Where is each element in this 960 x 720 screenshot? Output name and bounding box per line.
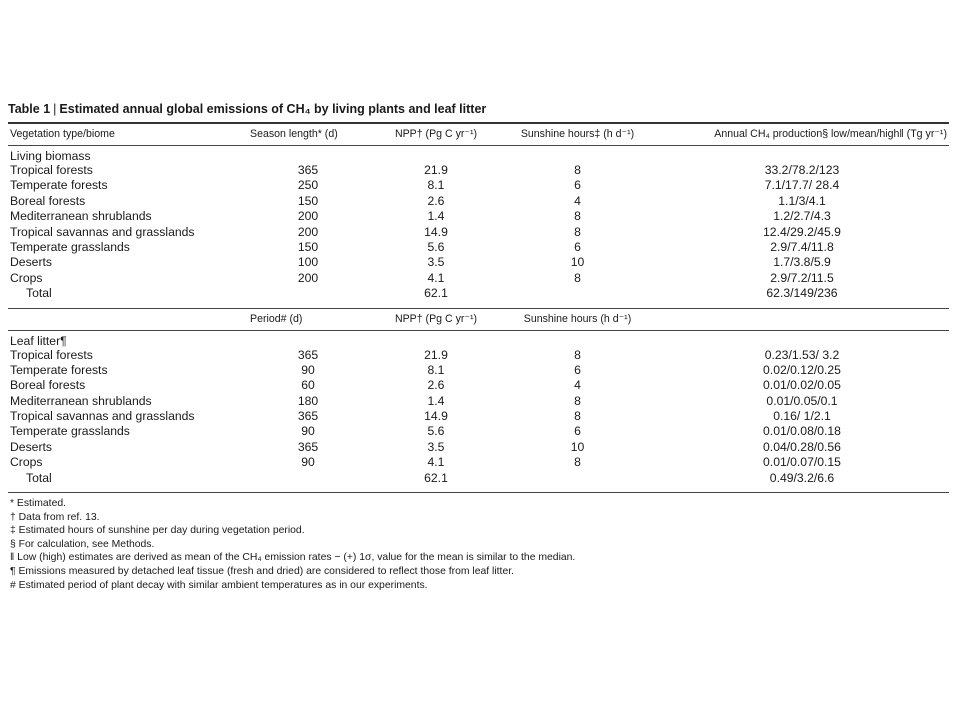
table-cell: 0.01/0.05/0.1 [766, 393, 838, 408]
table-cell: 8 [574, 163, 581, 177]
table-cell: Boreal forests [10, 193, 86, 208]
table-cell: Tropical forests [10, 347, 93, 362]
section-title: Living biomass [10, 149, 91, 163]
footnotes [8, 497, 949, 592]
table-cell: 365 [297, 347, 319, 362]
table-cell: 4.1 [427, 270, 445, 285]
section-title: Leaf litter¶ [10, 333, 67, 348]
header-cell: NPP† (Pg C yr⁻¹) [394, 128, 478, 140]
footnote: ‖ Low (high) estimates are derived as mean of the CH₄ emission rates − (+) 1σ, value for the mean is similar to the median. [10, 552, 576, 564]
table-cell: 180 [297, 393, 319, 408]
table-row [8, 194, 949, 209]
table-cell: 150 [297, 239, 319, 254]
table-cell: 150 [297, 193, 319, 208]
table-cell: 4 [574, 193, 581, 208]
table-cell: 365 [297, 439, 319, 454]
table-cell: 2.9/7.4/11.8 [770, 239, 834, 254]
total-row [8, 286, 949, 301]
table-cell: Temperate grasslands [10, 424, 130, 439]
table-cell: 200 [297, 209, 319, 224]
table-cell: 62.1 [424, 470, 448, 485]
table-cell: 4.1 [427, 455, 445, 470]
table-cell: Deserts [10, 439, 52, 454]
table-cell: 6 [574, 239, 581, 254]
header-cell: Sunshine hours‡ (h d⁻¹) [520, 128, 635, 140]
table-cell: 1.1/3/4.1 [778, 193, 826, 208]
header-cell [8, 309, 244, 330]
table-cell: Deserts [10, 255, 52, 270]
data-table [8, 100, 949, 592]
table-row [8, 209, 949, 224]
table-cell: 365 [297, 163, 319, 177]
table-cell: 4 [574, 378, 581, 393]
table-cell: Temperate forests [10, 178, 108, 193]
header-cell: Annual CH₄ production§ low/mean/high‖ (Tg yr⁻¹) [714, 128, 947, 140]
table-cell: 2.6 [427, 193, 445, 208]
header-row-living [8, 124, 949, 145]
table-cell [244, 471, 372, 486]
table-cell: 0.01/0.02/0.05 [763, 378, 841, 393]
table-cell: 8 [574, 409, 581, 424]
table-row [8, 225, 949, 240]
table-label: Table 1 [8, 102, 51, 116]
table-cell: 0.04/0.28/0.56 [763, 439, 841, 454]
table-cell: Temperate forests [10, 362, 108, 377]
table-cell: 90 [301, 362, 315, 377]
table-cell [500, 471, 655, 486]
table-title: Estimated annual global emissions of CH₄ by living plants and leaf litter [59, 102, 487, 116]
table-cell [244, 286, 372, 301]
table-row [8, 394, 949, 409]
table-cell: 365 [297, 409, 319, 424]
footnote: # Estimated period of plant decay with similar ambient temperatures as in our experiments. [10, 579, 428, 591]
table-cell: 1.4 [427, 393, 445, 408]
table-cell: 8 [574, 209, 581, 224]
table-cell: 3.5 [427, 439, 445, 454]
table-cell: 21.9 [424, 347, 448, 362]
table-cell: 60 [301, 378, 315, 393]
header-cell: Sunshine hours (h d⁻¹) [523, 312, 632, 325]
table-cell: Total [26, 286, 52, 301]
footnote: § For calculation, see Methods. [10, 538, 155, 550]
caption-separator: | [53, 102, 57, 116]
table-cell: 62.3/149/236 [766, 286, 838, 301]
table-cell: 1.2/2.7/4.3 [773, 209, 831, 224]
table-row [8, 424, 949, 439]
table-cell: Tropical savannas and grasslands [10, 224, 195, 239]
header-cell [655, 309, 949, 330]
table-row [8, 271, 949, 286]
table-cell: 6 [574, 178, 581, 193]
table-cell: 62.1 [424, 286, 448, 301]
table-cell: 8.1 [427, 178, 445, 193]
table-cell: 0.23/1.53/ 3.2 [764, 347, 840, 362]
table-cell: 0.01/0.08/0.18 [763, 424, 841, 439]
footnote: * Estimated. [10, 498, 67, 510]
table-row [8, 455, 949, 470]
table-cell: 10 [570, 255, 585, 270]
table-caption [8, 100, 949, 118]
table-cell: 200 [297, 224, 319, 239]
table-cell: 12.4/29.2/45.9 [763, 224, 841, 239]
table-row [8, 378, 949, 393]
table-row [8, 255, 949, 270]
table-cell: 90 [301, 455, 315, 470]
table-row [8, 163, 949, 178]
litter-body [8, 348, 949, 487]
table-cell: Crops [10, 270, 43, 285]
table-cell: 8 [574, 224, 581, 239]
table-row [8, 440, 949, 455]
table-cell: 5.6 [427, 239, 445, 254]
footnote: † Data from ref. 13. [10, 511, 100, 523]
table-cell: 200 [297, 270, 319, 285]
living-body [8, 163, 949, 302]
table-cell: 0.02/0.12/0.25 [763, 362, 841, 377]
table-cell: 0.16/ 1/2.1 [773, 409, 831, 424]
table-cell: 0.49/3.2/6.6 [769, 470, 835, 485]
table-cell: 90 [301, 424, 315, 439]
footnote: ¶ Emissions measured by detached leaf tissue (fresh and dried) are considered to reflect those from leaf litter. [10, 566, 515, 577]
table-cell: 2.9/7.2/11.5 [770, 270, 834, 285]
table-cell: 250 [297, 178, 319, 193]
table-cell: 14.9 [424, 409, 448, 424]
table-cell: 8 [574, 455, 581, 470]
table-cell: 5.6 [427, 424, 445, 439]
header-row-litter [8, 309, 949, 330]
header-cell: Season length* (d) [250, 128, 338, 140]
table-cell: Mediterranean shrublands [10, 209, 152, 224]
table-cell: Mediterranean shrublands [10, 393, 152, 408]
table-cell: Temperate grasslands [10, 239, 130, 254]
table-cell: 3.5 [427, 255, 445, 270]
table-cell: 8 [574, 270, 581, 285]
footnote: ‡ Estimated hours of sunshine per day during vegetation period. [10, 525, 305, 537]
section-title-living [8, 146, 949, 163]
total-row [8, 471, 949, 486]
table-cell: 2.6 [427, 378, 445, 393]
header-cell: NPP† (Pg C yr⁻¹) [394, 312, 478, 325]
table-cell: 6 [574, 362, 581, 377]
table-row [8, 363, 949, 378]
table-cell: 100 [297, 255, 319, 270]
table-row [8, 348, 949, 363]
table-cell: 14.9 [424, 224, 448, 239]
table-cell: Total [26, 470, 52, 485]
table-cell: 10 [570, 439, 585, 454]
bottom-rule [8, 492, 949, 493]
table-cell: Boreal forests [10, 378, 86, 393]
header-cell: Vegetation type/biome [10, 128, 115, 140]
section-title-litter [8, 331, 949, 348]
table-row [8, 409, 949, 424]
table-row [8, 178, 949, 193]
table-cell [500, 286, 655, 301]
table-cell: 33.2/78.2/123 [764, 163, 840, 177]
table-cell: 1.7/3.8/5.9 [773, 255, 831, 270]
table-cell: Tropical forests [10, 163, 93, 177]
table-cell: 0.01/0.07/0.15 [763, 455, 841, 470]
table-row [8, 240, 949, 255]
header-cell: Period# (d) [250, 312, 303, 325]
table-cell: 6 [574, 424, 581, 439]
table-cell: 7.1/17.7/ 28.4 [764, 178, 840, 193]
table-cell: 1.4 [427, 209, 445, 224]
table-cell: 8.1 [427, 362, 445, 377]
table-cell: 8 [574, 393, 581, 408]
table-cell: 21.9 [424, 163, 448, 177]
table-cell: 8 [574, 347, 581, 362]
table-cell: Crops [10, 455, 43, 470]
table-cell: Tropical savannas and grasslands [10, 409, 195, 424]
